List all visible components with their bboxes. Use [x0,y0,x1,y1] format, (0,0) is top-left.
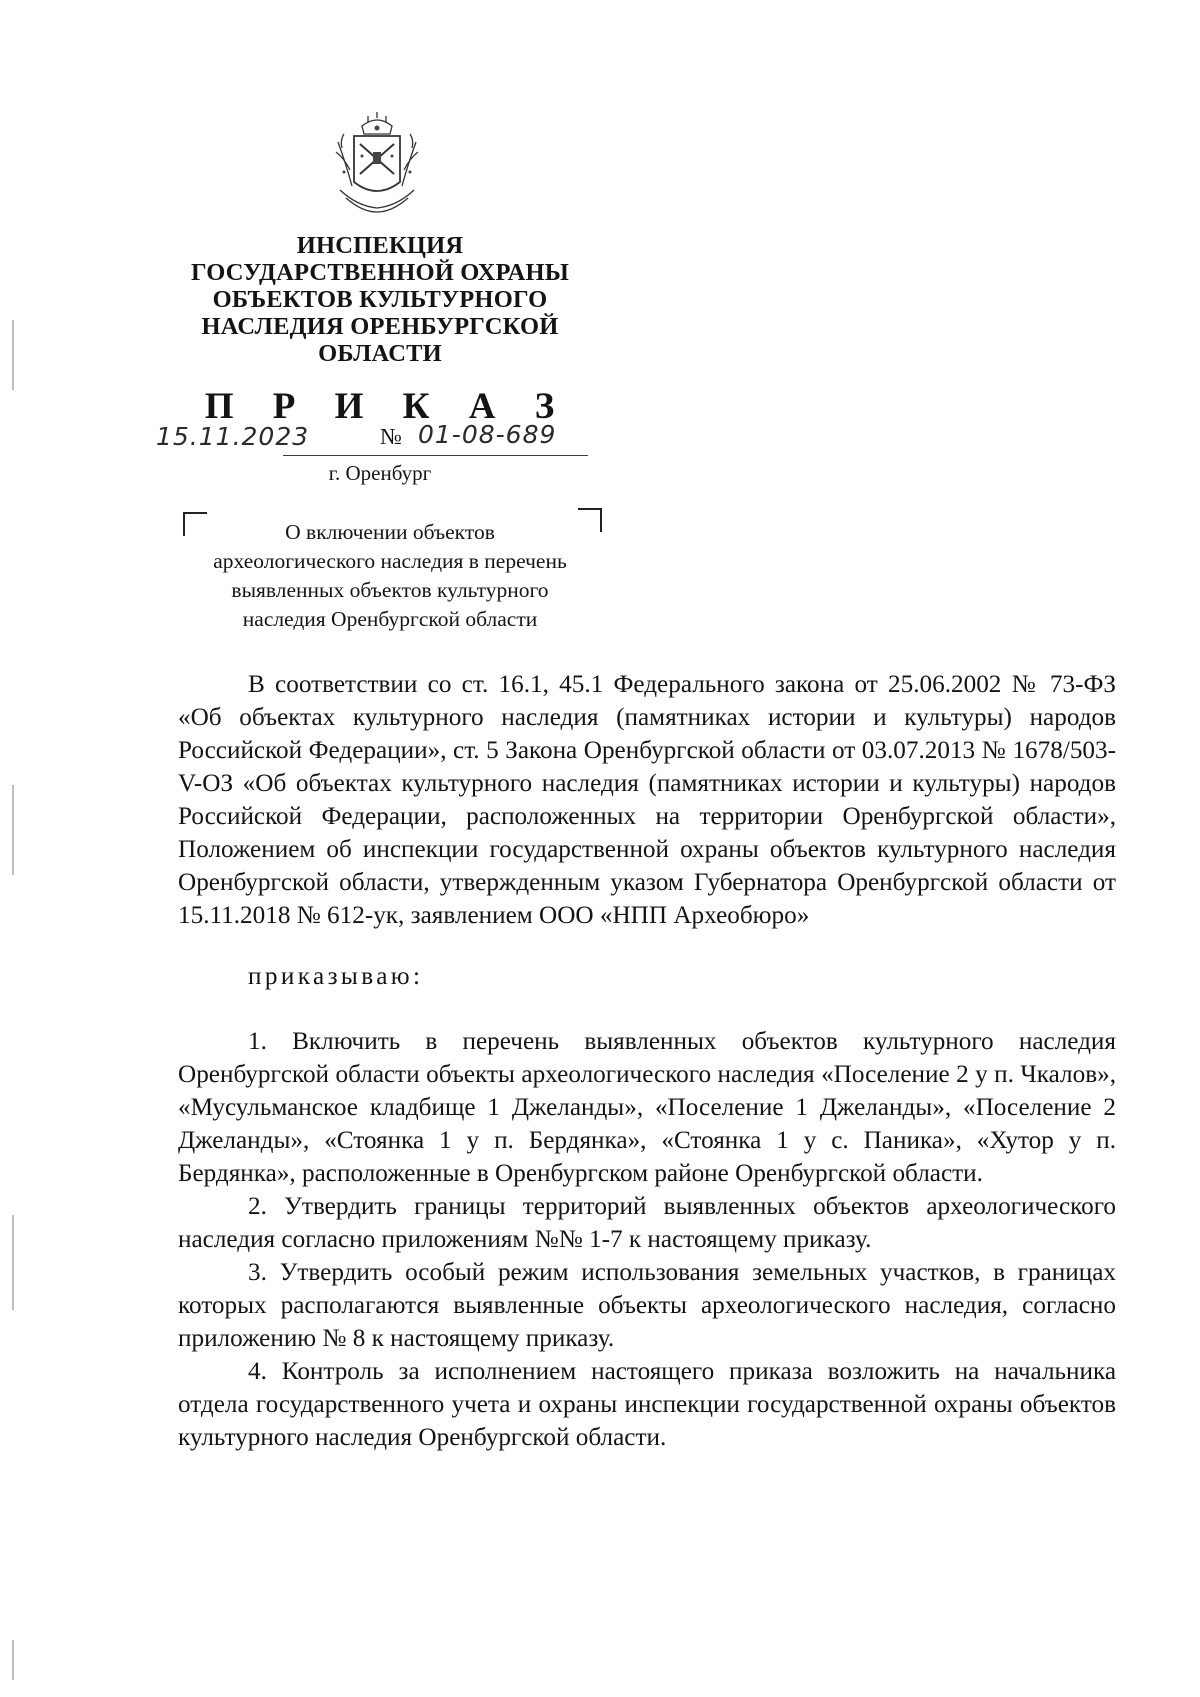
preamble-paragraph: В соответствии со ст. 16.1, 45.1 Федерального закона от 25.06.2002 № 73-ФЗ «Об объектах культурного наследия (памятниках истории и культуры) народов Российской Федерации», ст. 5 Закона Оренбургской области от 03.07.2013 № 1678/503-V-ОЗ «Об объектах культурного наследия (памятниках истории и культуры) народов Российской Федерации, расположенных на территории Оренбургской области», Положением об инспекции государственной охраны объектов культурного наследия Оренбургской области, утвержденным указом Губернатора Оренбургской области от 15.11.2018 № 612-ук, заявлением ООО «НПП Археобюро» [178,671,1116,929]
scan-margin-mark [12,1215,14,1310]
coat-of-arms-icon [332,112,422,214]
order-item-4: 4. Контроль за исполнением настоящего приказа возложить на начальника отдела государственного учета и охраны инспекции государственной охраны объектов культурного наследия Оренбургской области. [178,1358,1116,1451]
order-number-prefix: № [380,424,402,449]
order-item-3: 3. Утвердить особый режим использования земельных участков, в границах которых располагаются выявленные объекты археологического наследия, согласно приложению № 8 к настоящему приказу. [178,1259,1116,1352]
order-date: 15.11.2023 [156,422,310,451]
date-number-underline [283,455,588,456]
org-name-line: ИНСПЕКЦИЯ [296,232,464,259]
order-number: 01-08-689 [418,420,557,449]
order-item-2: 2. Утвердить границы территорий выявленных объектов археологического наследия согласно приложениям №№ 1-7 к настоящему приказу. [178,1193,1116,1253]
subject-line: археологического наследия в перечень [213,549,567,573]
subject-line: наследия Оренбургской области [242,607,538,631]
scan-margin-mark [12,785,14,875]
order-item-1: 1. Включить в перечень выявленных объектов культурного наследия Оренбургской области объекты археологического наследия «Поселение 2 у п. Чкалов», «Мусульманское кладбище 1 Джеланды», «Поселение 1 Джеланды», «Поселение 2 Джеланды», «Стоянка 1 у п. Бердянка», «Стоянка 1 у с. Паника», «Хутор у п. Бердянка», расположенные в Оренбургском районе Оренбургской области. [178,1028,1116,1187]
subject-line: О включении объектов [285,520,495,544]
org-name-line: ОБЛАСТИ [318,340,442,367]
order-word: приказываю: [248,963,424,990]
scan-margin-mark [12,320,14,390]
organization-header [170,232,590,428]
subject-line: выявленных объектов культурного [231,578,549,602]
org-name-line: ГОСУДАРСТВЕННОЙ ОХРАНЫ [191,259,569,286]
scan-margin-mark [12,1640,14,1680]
org-name-line: ОБЪЕКТОВ КУЛЬТУРНОГО [212,286,548,313]
org-name-line: НАСЛЕДИЯ ОРЕНБУРГСКОЙ [201,313,559,340]
order-title: П Р И К А З [204,386,570,427]
order-body [178,668,1116,1454]
order-subject [180,518,600,634]
city: г. Оренбург [328,461,432,485]
